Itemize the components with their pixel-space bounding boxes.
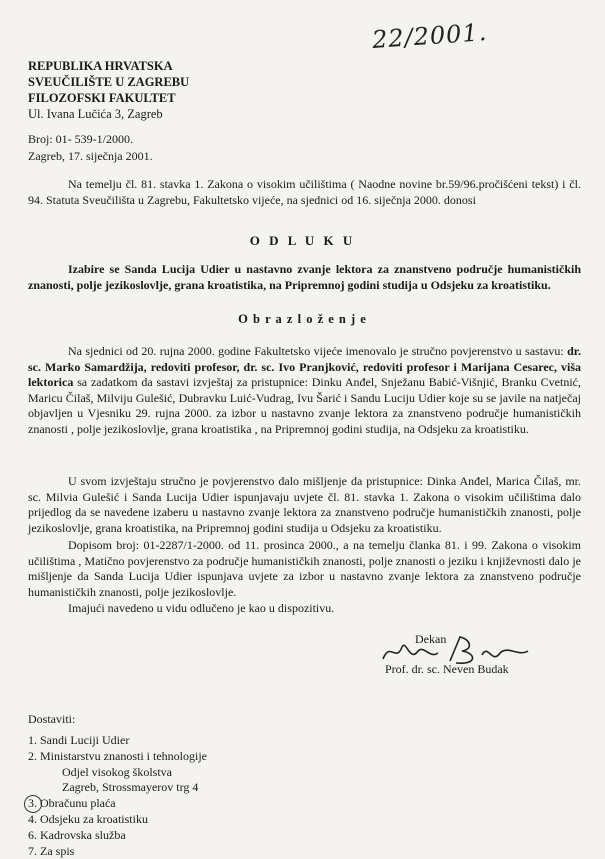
list-item: 2. Ministarstvu znanosti i tehnologije	[28, 748, 207, 763]
reasoning-paragraph-1	[28, 344, 581, 438]
header-address: Ul. Ivana Lučića 3, Zagreb	[28, 107, 163, 121]
header-line-3: FILOZOFSKI FAKULTET	[28, 91, 176, 105]
list-item: 1. Sandi Luciji Udier	[28, 733, 130, 747]
distribution-list	[28, 733, 207, 859]
handwritten-number: 22/2001.	[371, 18, 489, 54]
list-item: 6. Kadrovska služba	[28, 827, 126, 842]
document-meta	[28, 131, 153, 165]
signatory-role: Dekan	[415, 632, 447, 646]
list-item: 7. Za spis	[28, 843, 75, 858]
paragraph-1-rest: sa zadatkom da sastavi izvještaj za pristupnice: Dinku Anđel, Snježanu Babić-Višnjić, Branku Cvetnić, Maricu Čilaš, Milviju Gulešić, Dubravku Luić-Vudrag, Ivu Šarić i Sandu Luciju Udier koje su se javile na natječaj objavljen u Vjesniku 29. rujna 2000. za izbor u nastavno zvanje lektora za znanstveno područje humanističkih znanosti , polje jezikoslovlje, grana kroatistika , na Pripremnoj godini studija, na Odsjeku za kroatistiku.	[28, 375, 581, 436]
decision-paragraph: Izabire se Sanda Lucija Udier u nastavno zvanje lektora za znanstveno područje humanističkih znanosti, polje jezikoslovlje, grana kroatistika, na Pripremnoj godini studija u Odsjeku za kroatistiku.	[28, 262, 581, 292]
reasoning-paragraph-3: Dopisom broj: 01-2287/1-2000. od 11. prosinca 2000., a na temelju članka 81. i 99. Zakona o visokim učilištima , Matično povjerenstvo za područje humanističkih znanosti, polje znanosti o jeziku i književnosti dalo je mišljenje da Sanda Lucija Udier ispunjava uvjete za izbor u nastavno zvanje lektora za znanstveno područje humanističkih znanosti, polje jezikoslovlje.	[28, 538, 581, 599]
committee-members: dr. sc. Marko Samardžija, redoviti profesor, dr. sc. Ivo Pranjković, redoviti profesor i Marijana Cesarec, viša lektorica	[28, 344, 581, 390]
list-item: 3. Obračunu plaća	[28, 796, 116, 811]
document-date: Zagreb, 17. siječnja 2001.	[28, 149, 153, 163]
signatory-name: Prof. dr. sc. Neven Budak	[385, 662, 509, 676]
document-title: O D L U K U	[249, 233, 356, 248]
conclusion-paragraph: Imajući navedeno u vidu odlučeno je kao u dispozitivu.	[68, 601, 335, 615]
intro-paragraph: Na temelju čl. 81. stavka 1. Zakona o visokim učilištima ( Naodne novine br.59/96.pročišćeni tekst) i čl. 94. Statuta Sveučilišta u Zagrebu, Fakultetsko vijeće, na sjednici od 16. siječnja 2000. donosi	[28, 177, 581, 207]
reference-number: Broj: 01- 539-1/2000.	[28, 132, 133, 146]
list-item: 4. Odsjeku za kroatistiku	[28, 811, 148, 826]
reasoning-title: O b r a z l o ž e n j e	[238, 312, 367, 326]
list-item: Odjel visokog školstva	[62, 764, 172, 779]
header-line-1: REPUBLIKA HRVATSKA	[28, 59, 173, 73]
distribution-heading: Dostaviti:	[28, 712, 76, 726]
header-line-2: SVEUČILIŠTE U ZAGREBU	[28, 75, 190, 89]
list-item: Zagreb, Strossmayerov trg 4	[62, 780, 199, 795]
reasoning-paragraph-2: U svom izvještaju stručno je povjerenstvo dalo mišljenje da pristupnice: Dinka Anđel, Marica Čilaš, mr. sc. Milvia Gulešić i Sanda Lucija Udier ispunjavaju uvjete čl. 81. stavka 1. Zakona o visokim učilištima dalo prijedlog da se navedene izaberu u nastavno zvanje lektora za znanstveno područje humanističkih znanosti, polje jezikoslovlje, grana kroatistika, na Pripremnoj godini studija u Odsjeku za kroatistiku.	[28, 474, 581, 535]
paragraph-1-start: Na sjednici od 20. rujna 2000. godine Fakultetsko vijeće imenovalo je stručno povjerenstvo u sastavu:	[68, 344, 568, 358]
institution-header	[28, 58, 189, 122]
